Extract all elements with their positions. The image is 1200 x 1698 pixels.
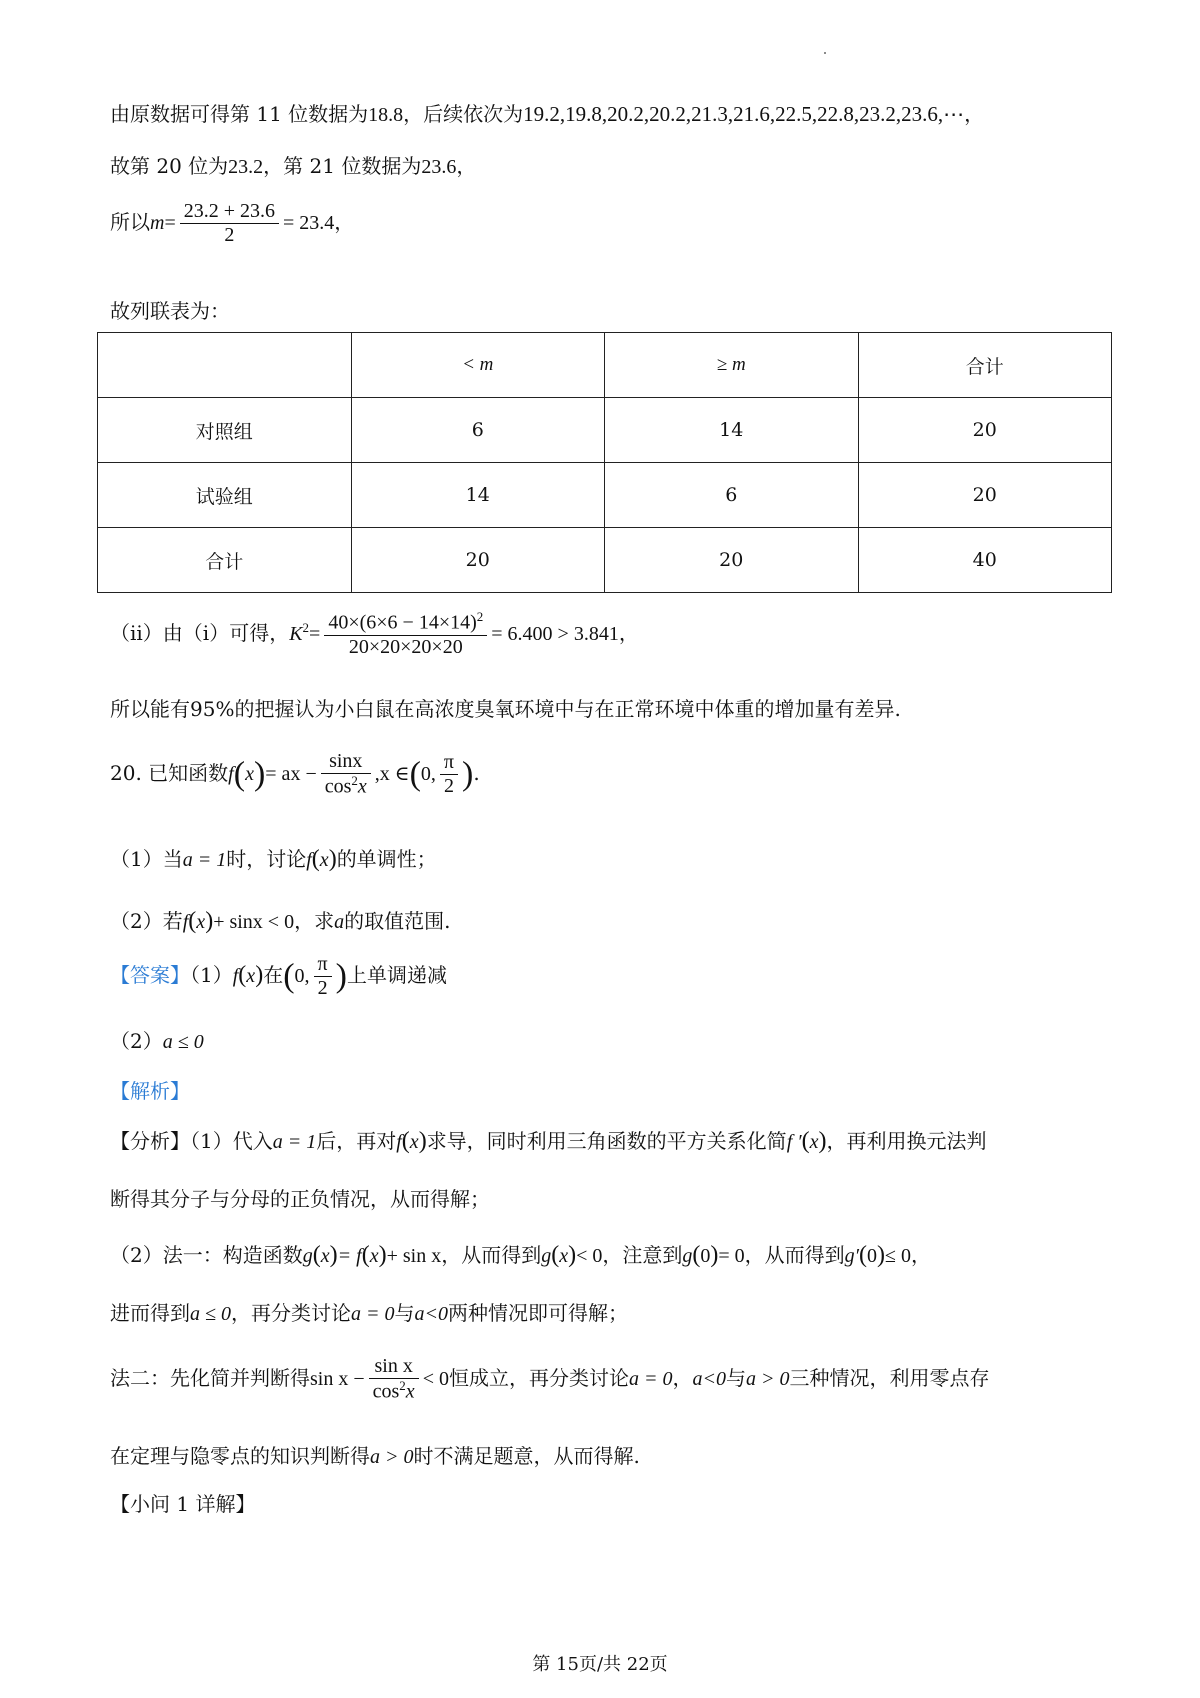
numerator: π [443,750,455,773]
question-20-part-2: （2）若f(x)+ sinx < 0，求a的取值范围. [110,908,451,934]
math-expr: 0, [294,965,310,987]
math-expr: < 0 [422,1367,449,1390]
text: 的单调性； [336,847,437,871]
table-header-row [98,333,1112,398]
math-sup: 2 [476,609,484,624]
text: （2）法一：构造函数 [110,1243,303,1267]
math-var: f [182,911,189,933]
table-cell: 对照组 [98,398,352,463]
math-var: f [396,1131,402,1153]
math-sup: 2 [302,620,310,636]
math-op: = [164,212,176,234]
math-expr: a ≤ 0 [190,1303,231,1325]
text: ，求 [294,909,335,933]
conclusion-text: 所以能有95%的把握认为小白鼠在高浓度臭氧环境中与在正常环境中体重的增加量有差异. [110,697,901,721]
text: 时不满足题意，从而得解. [413,1444,640,1468]
solution-line-1 [110,98,984,127]
math-var: f [228,762,234,785]
math-var: g [302,1245,313,1267]
math-result: = 6.400 > 3.841 [491,622,619,645]
math-result: = 23.4 [283,212,335,234]
math-var: f ′ [786,1131,802,1153]
fraction [324,610,487,659]
text: . [473,760,480,785]
text: ， [456,154,477,178]
table-cell: 合计 [858,333,1112,398]
math-var: x [245,762,254,785]
math-value: 0 [700,1245,711,1267]
text: 所以 [110,210,150,234]
table-caption: 故列联表为： [110,299,230,323]
analysis-line-4 [110,1297,628,1326]
math-sup: 2 [399,1378,406,1393]
answer-tag: 【答案】 [110,963,190,987]
text: 三种情况，利用零点存 [789,1365,990,1390]
math-expr: = 0 [718,1245,745,1267]
table-cell: 40 [858,528,1112,593]
table-cell: 14 [351,463,605,528]
table-cell: 14 [605,398,859,463]
text: （1） [190,963,233,987]
text: 后，再对 [316,1129,397,1153]
table-cell: 20 [351,528,605,593]
table-cell: 20 [858,463,1112,528]
solution-line-2 [110,150,476,179]
text: 与 [725,1365,746,1390]
median-formula [110,200,354,247]
math-var: x [246,965,256,987]
text: 上单调递减 [346,963,447,987]
math-expr: a ≤ 0 [162,1031,204,1053]
math-value: 18.8 [368,104,404,126]
question-20: 20. 已知函数f(x)= ax − $\frac{\sin x}{\cos^2x}$ ,x ∈(0, $\frac{\pi}{2}$ ). [110,750,480,798]
numerator: 23.2 + 23.6 [183,200,276,222]
analysis-line-1: 【分析】（1）代入a = 1后，再对f(x)求导，同时利用三角函数的平方关系化简f ′(x)，再利用换元法判 [110,1128,987,1154]
math-expr: a > 0 [370,1446,414,1468]
text: 在定理与隐零点的知识判断得 [110,1444,370,1468]
table-cell [98,333,352,398]
math-var: x [409,1131,419,1153]
math-var: m [150,212,165,234]
text: ， [672,1365,693,1390]
analysis-line-2: 断得其分子与分母的正负情况，从而得解； [110,1187,490,1211]
table-cell: 6 [351,398,605,463]
table-cell: 6 [605,463,859,528]
table-row [98,398,1112,463]
math-var: g′ [844,1245,860,1267]
numerator [324,610,487,635]
math-expr: < 0 [576,1245,603,1267]
math-var: f [306,849,312,871]
table-cell: 试验组 [98,463,352,528]
numerator: sin x [374,1355,413,1377]
text: （2）若 [110,909,183,933]
den-text: cos [324,775,352,798]
text: ，再利用换元法判 [826,1129,987,1153]
math-expr: a = 1 [272,1131,317,1153]
text: ， [334,210,355,234]
fraction [180,200,279,247]
speck-dot [824,52,826,54]
table-row [98,463,1112,528]
math-expr: ,x ∈ [374,762,410,785]
analysis-line-5 [110,1355,989,1404]
table-cell: 合计 [98,528,352,593]
math-var: f [232,965,239,987]
text: ，从而得到 [744,1243,845,1267]
table-cell: ≥ m [605,333,859,398]
text: 恒成立，再分类讨论 [448,1365,629,1390]
math-var: x [319,849,329,871]
text: （ii）由（i）可得， [110,620,290,645]
math-var: a [334,911,345,933]
text: ，从而得到 [441,1243,542,1267]
text: ， [911,1243,932,1267]
denominator [321,773,371,799]
text: 进而得到 [110,1301,190,1325]
answer-part-1: 【答案】（1）f(x)在(0, $\frac{\pi}{2}$ )上单调递减 [110,953,447,999]
text: 法二：先化简并判断得 [110,1365,310,1390]
table-row [98,528,1112,593]
math-var: x [405,1380,415,1403]
analysis-tag: 【解析】 [110,1079,190,1103]
table-cell: 20 [858,398,1112,463]
data-sequence: 19.2,19.8,20.2,20.2,21.3,21.6,22.5,22.8,23.2,23.6,⋯ [523,102,965,126]
text: 20. 已知函数 [110,760,229,785]
math-op: = [309,622,321,645]
text: （2） [110,1029,163,1053]
numerator-text: 40×(6×6 − 14×14) [328,611,477,634]
math-value: 23.2 [228,156,264,178]
math-expr: a<0 [692,1367,726,1390]
text: 两种情况即可得解； [447,1301,628,1325]
numerator: π [317,953,328,975]
math-expr: 0, [420,762,436,785]
math-expr: sin x − [310,1367,365,1390]
denominator: 2 [440,774,458,798]
answer-part-2 [110,1025,204,1054]
math-expr: + sinx < 0 [213,911,295,933]
fraction [321,750,371,799]
text: 的取值范围. [344,909,451,933]
text: ，后续依次为 [403,102,524,126]
text: 求导，同时利用三角函数的平方关系化简 [426,1129,787,1153]
contingency-table [97,332,1112,593]
math-expr: = f [337,1245,362,1267]
math-sup: 2 [351,773,358,788]
text: （1）当 [110,847,183,871]
math-expr: = ax − [265,762,317,785]
chi-square-formula [110,610,639,659]
text: ， [964,102,985,126]
detail-heading: 【小问 1 详解】 [110,1492,256,1516]
table-cell: < m [351,333,605,398]
math-var: x [196,911,206,933]
math-expr: a<0 [414,1303,448,1325]
analysis-line-6 [110,1440,640,1469]
denominator: 2 [180,223,279,247]
numerator: sinx [329,750,363,772]
math-var: x [320,1245,330,1267]
text: ，再分类讨论 [230,1301,351,1325]
text: 时，讨论 [226,847,307,871]
text: 【分析】（1）代入 [110,1129,273,1153]
text: ，第 21 位数据为 [263,154,422,178]
text: ， [618,620,639,645]
denominator: 20×20×20×20 [324,635,487,659]
page-footer: 第 15页/共 22页 [532,1654,668,1675]
math-var: x [357,775,367,798]
denominator [369,1378,419,1404]
math-expr: a = 0 [350,1303,395,1325]
text: ，注意到 [602,1243,683,1267]
math-expr: a > 0 [745,1367,790,1390]
analysis-line-3: （2）法一：构造函数g(x)= f(x)+ sin x，从而得到g(x)< 0，注意到g(0)= 0，从而得到g′(0)≤ 0， [110,1242,932,1268]
den-text: cos [372,1380,400,1403]
math-expr: a = 0 [628,1367,673,1390]
math-expr: + sin x [386,1245,442,1267]
fraction [369,1355,419,1404]
math-var: K [289,622,303,645]
fraction [440,751,458,798]
denominator: 2 [314,976,332,1000]
fraction [314,953,332,1000]
text: 与 [394,1301,415,1325]
math-expr: ≤ 0 [885,1245,912,1267]
question-20-part-1: （1）当a = 1时，讨论f(x)的单调性； [110,846,437,872]
text: 故第 20 位为 [110,154,229,178]
math-value: 23.6 [421,156,457,178]
text: 由原数据可得第 11 位数据为 [110,102,369,126]
math-expr: a = 1 [182,849,227,871]
text: 在 [263,963,284,987]
table-cell: 20 [605,528,859,593]
